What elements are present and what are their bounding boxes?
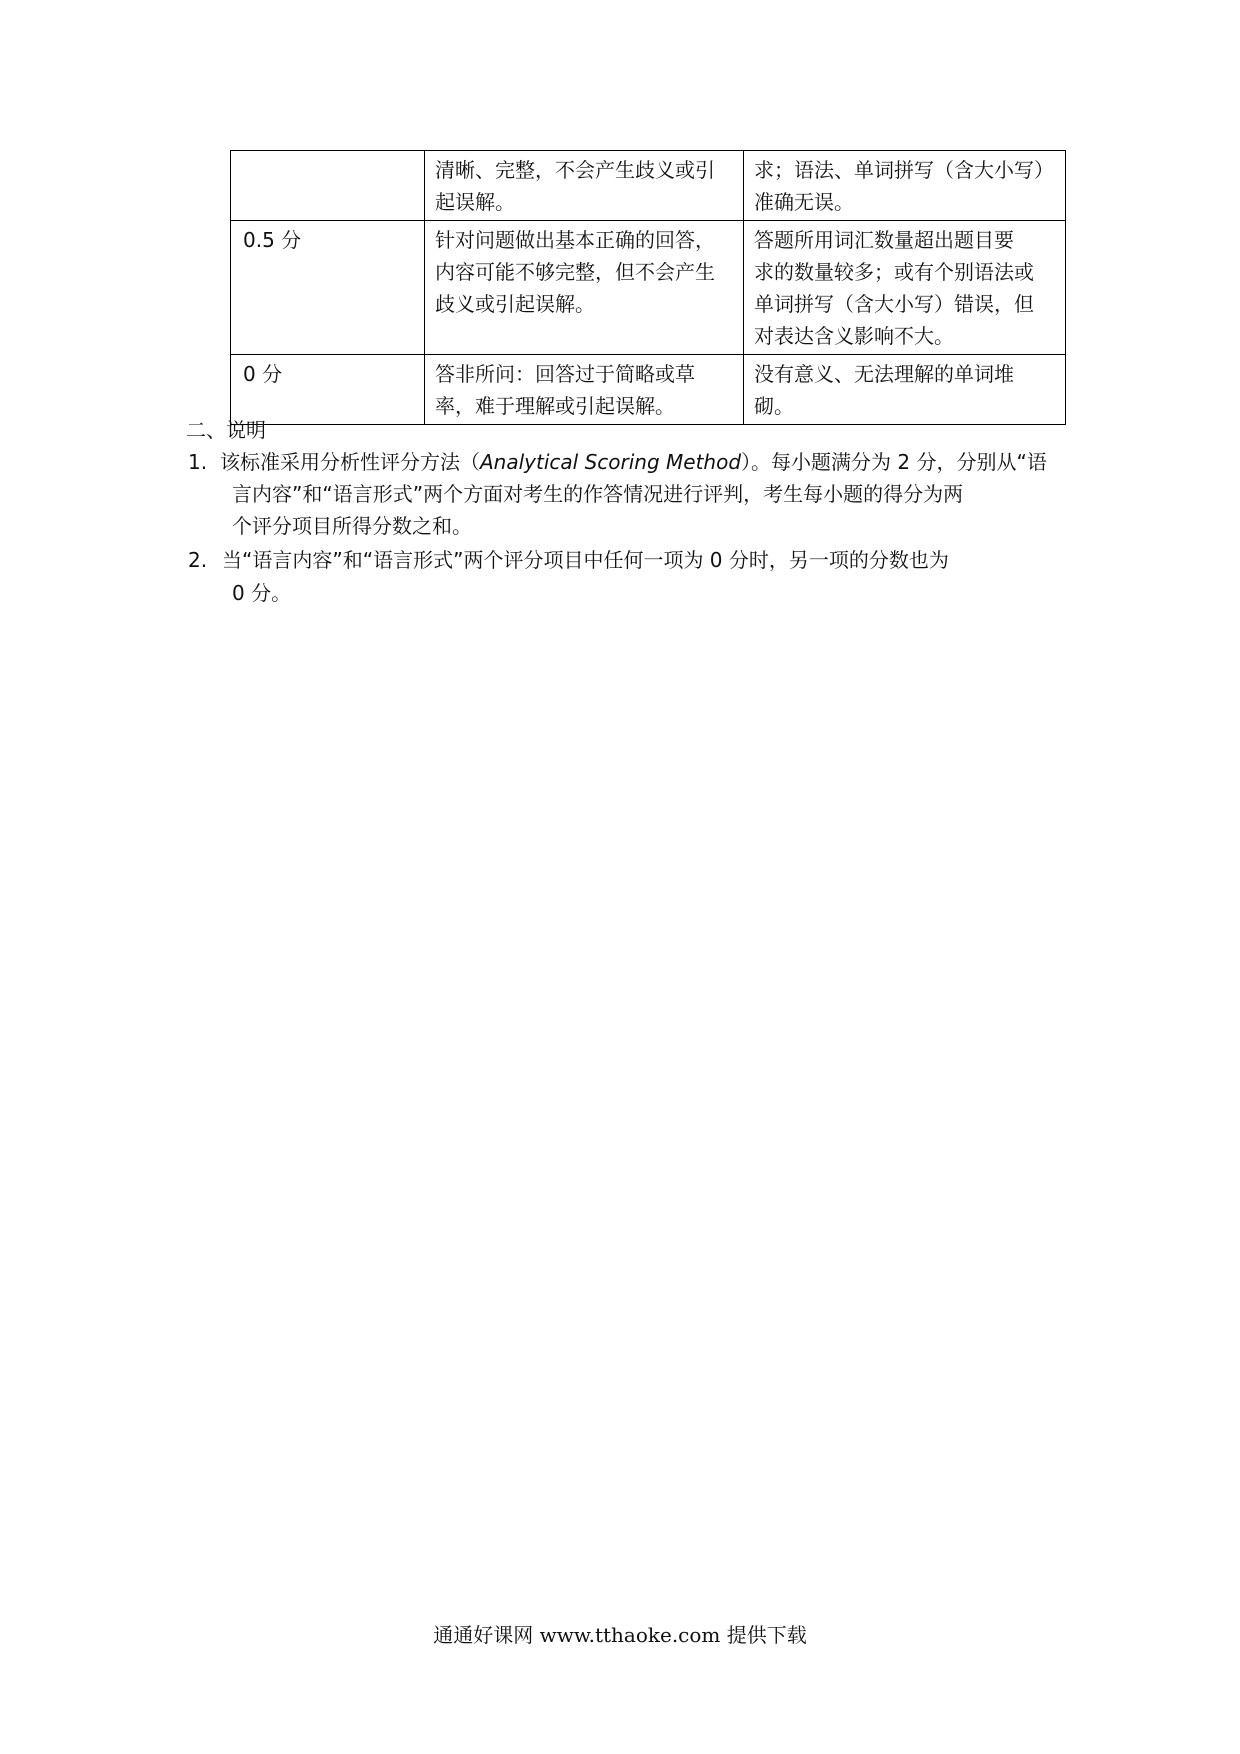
language-content-cell [425,151,744,221]
table-row [231,355,1066,425]
method-name: Analytical Scoring Method [480,450,742,474]
note-1-line-2: 言内容”和“语言形式”两个方面对考生的作答情况进行评判，考生每小题的得分为两 [232,482,964,506]
language-content-cell-line: 清晰、完整，不会产生歧义或引 [435,158,715,182]
note-2-line-1: 当“语言内容”和“语言形式”两个评分项目中任何一项为 0 分时，另一项的分数也为 [222,548,949,572]
score-cell [231,355,425,425]
language-form-cell [744,221,1066,355]
language-content-cell-line: 率，难于理解或引起误解。 [435,394,675,418]
language-content-cell-line: 歧义或引起误解。 [435,292,595,316]
language-form-cell [744,355,1066,425]
grading-table [230,150,1066,425]
note-1-line-1: 该标准采用分析性评分方法（Analytical Scoring Method）。每小题满分为 2 分，分别从“语 [220,450,1047,474]
language-content-cell-line: 内容可能不够完整，但不会产生 [435,260,715,284]
language-content-cell-line: 起误解。 [435,190,515,214]
language-content-cell [425,221,744,355]
language-content-cell [425,355,744,425]
note-2-number: 2. [188,548,208,572]
note-2-line-2: 0 分。 [232,581,292,605]
score-cell [231,151,425,221]
table-row [231,151,1066,221]
language-form-cell-line: 砌。 [754,394,794,418]
notes-heading: 二、说明 [186,418,266,442]
language-form-cell-line: 求；语法、单词拼写（含大小写） [754,158,1054,182]
language-form-cell-line: 对表达含义影响不大。 [754,324,954,348]
language-content-cell-line: 答非所问：回答过于简略或草 [435,362,695,386]
language-form-cell-line: 求的数量较多；或有个别语法或 [754,260,1034,284]
note-1-number: 1. [188,450,208,474]
score-cell [231,221,425,355]
language-form-cell-line: 答题所用词汇数量超出题目要 [754,228,1014,252]
note-1-line-3: 个评分项目所得分数之和。 [232,514,472,538]
footer-credit: 通通好课网 www.tthaoke.com 提供下载 [433,1623,807,1647]
language-form-cell-line: 单词拼写（含大小写）错误，但 [754,292,1034,316]
language-form-cell-line: 没有意义、无法理解的单词堆 [754,362,1014,386]
score-cell-line: 0.5 分 [243,228,302,252]
language-form-cell [744,151,1066,221]
language-form-cell-line: 准确无误。 [754,190,854,214]
table-row [231,221,1066,355]
score-cell-line: 0 分 [243,362,283,386]
language-content-cell-line: 针对问题做出基本正确的回答， [435,228,715,252]
grading-table-body [231,151,1066,425]
